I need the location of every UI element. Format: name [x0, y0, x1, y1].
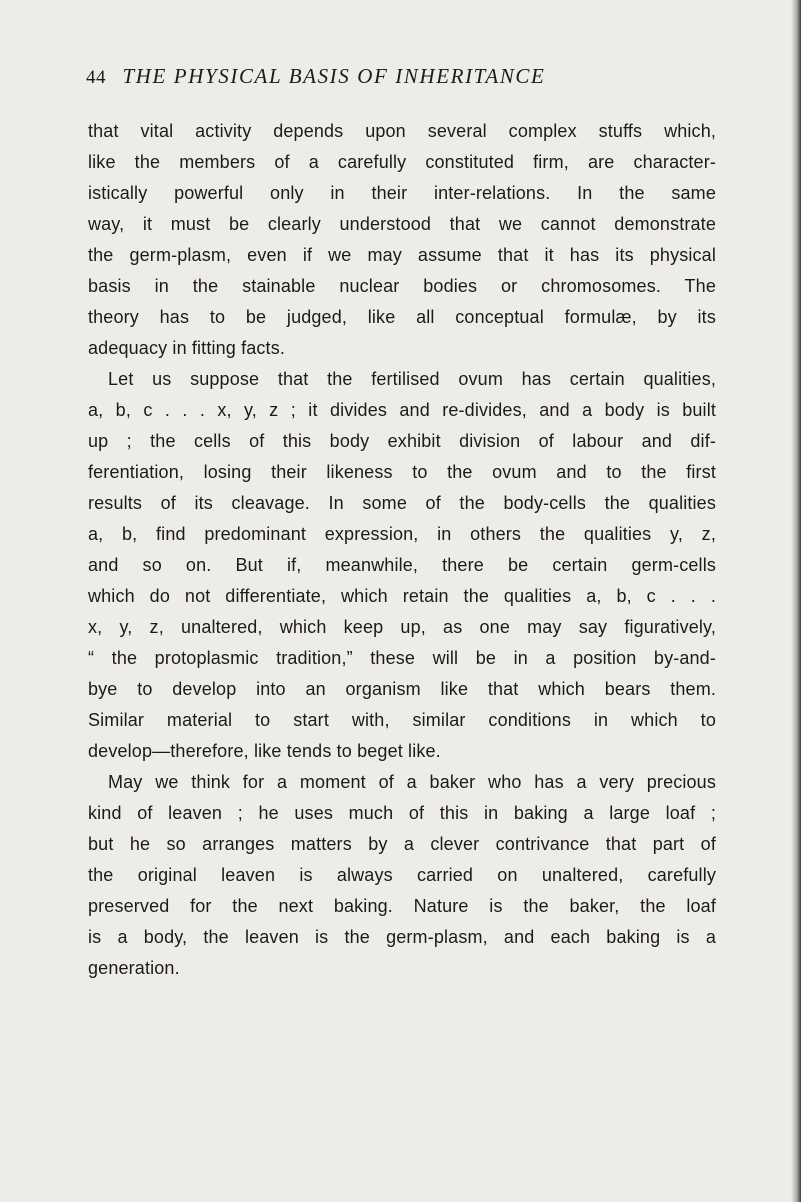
text-line: up ; the cells of this body exhibit division of labour and dif- — [88, 431, 716, 451]
text-line: that vital activity depends upon several complex stuffs which, — [88, 121, 716, 141]
running-head — [86, 64, 706, 94]
text-line: generation. — [88, 958, 180, 978]
text-line: the original leaven is always carried on unaltered, carefully — [88, 865, 716, 885]
page-edge-shadow — [791, 0, 801, 1202]
text-line: x, y, z, unaltered, which keep up, as one may say figuratively, — [88, 617, 716, 637]
text-line: May we think for a moment of a baker who has a very precious — [108, 772, 716, 792]
text-line: Similar material to start with, similar conditions in which to — [88, 710, 716, 730]
text-line: like the members of a carefully constituted firm, are character- — [88, 152, 716, 172]
text-line: but he so arranges matters by a clever contrivance that part of — [88, 834, 716, 854]
text-line: ferentiation, losing their likeness to the ovum and to the first — [88, 462, 716, 482]
page-number: 44 — [86, 67, 106, 88]
text-line: bye to develop into an organism like that which bears them. — [88, 679, 716, 699]
text-line: kind of leaven ; he uses much of this in baking a large loaf ; — [88, 803, 716, 823]
body-text — [88, 116, 716, 984]
running-title: THE PHYSICAL BASIS OF INHERITANCE — [122, 64, 546, 88]
text-line: theory has to be judged, like all conceptual formulæ, by its — [88, 307, 716, 327]
text-line: istically powerful only in their inter-relations. In the same — [88, 183, 716, 203]
text-line: the germ-plasm, even if we may assume that it has its physical — [88, 245, 716, 265]
text-line: and so on. But if, meanwhile, there be certain germ-cells — [88, 555, 716, 575]
text-line: a, b, c . . . x, y, z ; it divides and re-divides, and a body is built — [88, 400, 716, 420]
text-line: way, it must be clearly understood that we cannot demonstrate — [88, 214, 716, 234]
text-line: preserved for the next baking. Nature is the baker, the loaf — [88, 896, 716, 916]
text-line: “ the protoplasmic tradition,” these will be in a position by-and- — [88, 648, 716, 668]
text-line: which do not differentiate, which retain the qualities a, b, c . . . — [88, 586, 716, 606]
text-line: basis in the stainable nuclear bodies or chromosomes. The — [88, 276, 716, 296]
text-line: adequacy in fitting facts. — [88, 338, 286, 358]
text-line: Let us suppose that the fertilised ovum has certain qualities, — [108, 369, 716, 389]
text-line: develop—therefore, like tends to beget like. — [88, 741, 441, 761]
text-line: results of its cleavage. In some of the body-cells the qualities — [88, 493, 716, 513]
text-line: a, b, find predominant expression, in others the qualities y, z, — [88, 524, 716, 544]
text-line: is a body, the leaven is the germ-plasm, and each baking is a — [88, 927, 716, 947]
